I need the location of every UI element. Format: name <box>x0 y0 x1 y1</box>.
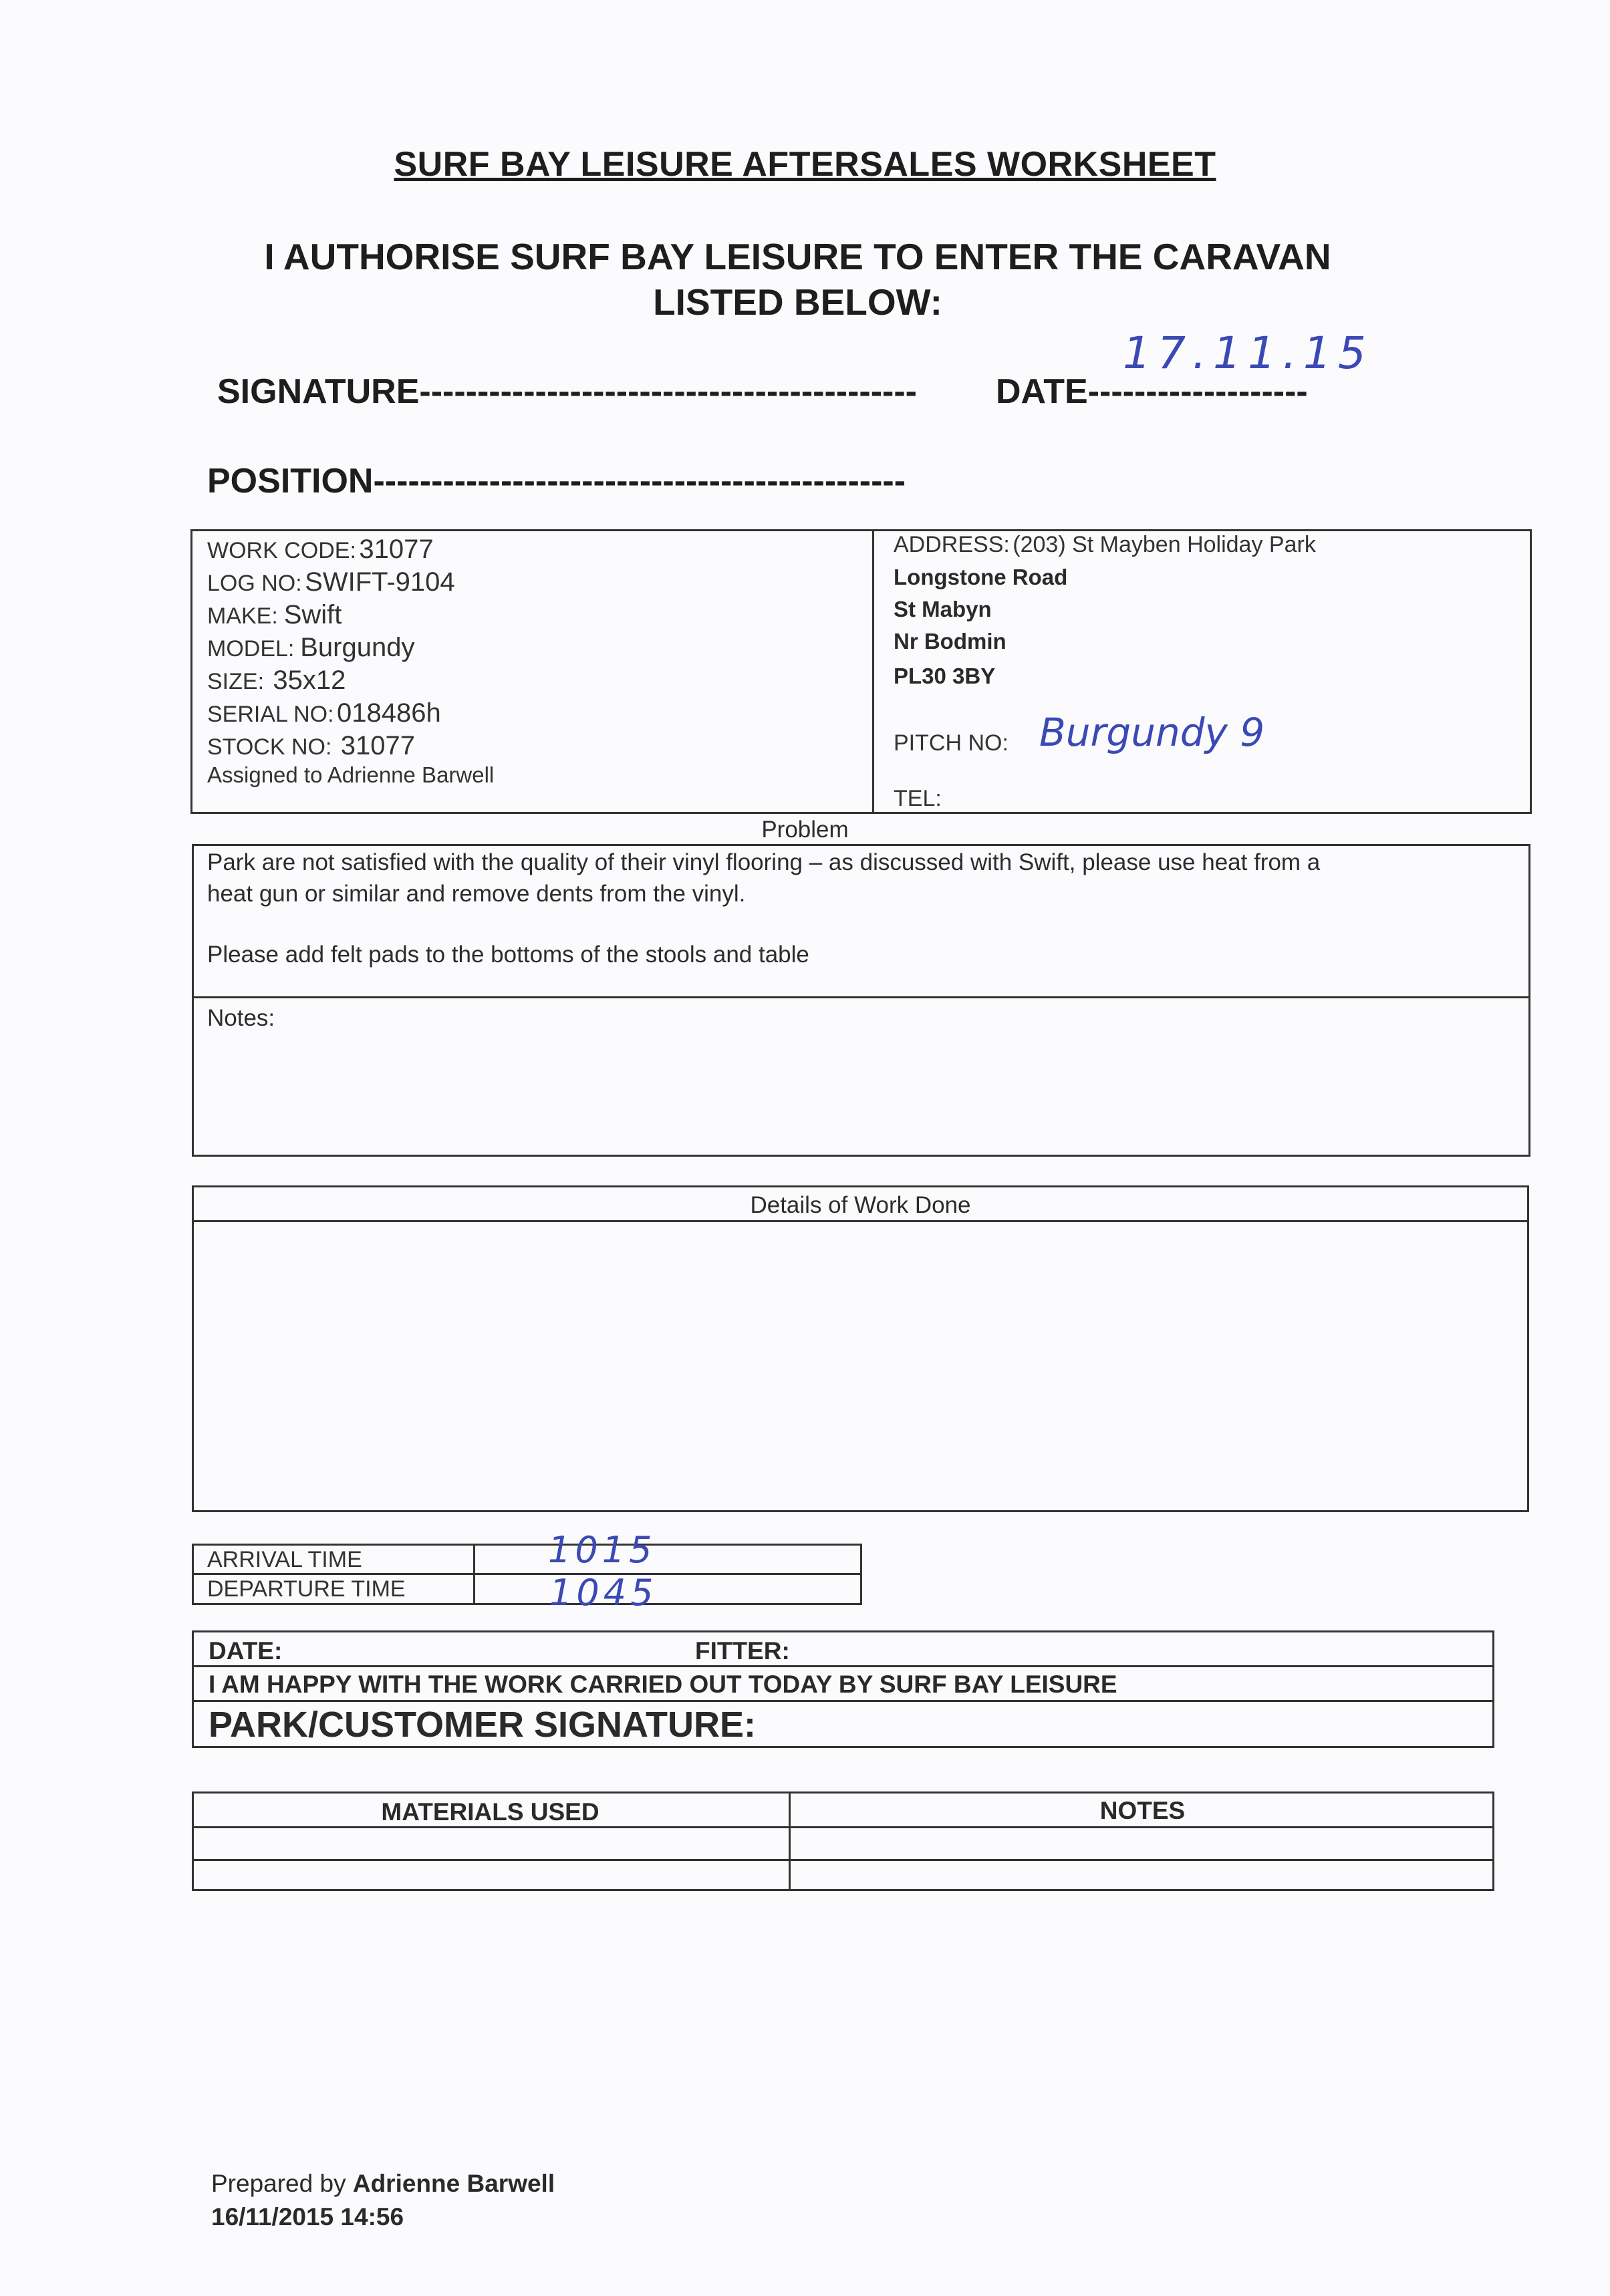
arrival-time-handwritten: 1015 <box>548 1529 656 1571</box>
problem-header: Problem <box>761 817 849 843</box>
problem-text <box>207 847 1320 970</box>
position-label: POSITION <box>207 462 374 500</box>
authorisation-line-1: I AUTHORISE SURF BAY LEISURE TO ENTER THE CARAVAN <box>264 236 1331 277</box>
date-dashes: ------------------- <box>1087 372 1308 411</box>
model-row: MODEL: Burgundy <box>207 633 415 662</box>
size-value: 35x12 <box>273 666 346 695</box>
problem-line-3: Please add felt pads to the bottoms of the stools and table <box>207 942 809 968</box>
times-col-divider <box>473 1544 475 1605</box>
materials-notes-header: NOTES <box>1099 1797 1186 1824</box>
authorisation-line-2: LISTED BELOW: <box>653 281 942 323</box>
problem-notes-divider <box>192 996 1530 998</box>
materials-row-divider-1 <box>192 1826 1494 1828</box>
happy-statement: I AM HAPPY WITH THE WORK CARRIED OUT TODAY BY SURF BAY LEISURE <box>209 1671 1117 1698</box>
departure-time-handwritten: 1045 <box>549 1572 658 1614</box>
address-details <box>894 532 1316 689</box>
customer-signature-label: PARK/CUSTOMER SIGNATURE: <box>209 1705 757 1745</box>
serial-value: 018486h <box>337 698 441 728</box>
log-no-row: LOG NO: SWIFT-9104 <box>207 567 455 597</box>
work-code-value: 31077 <box>359 535 434 564</box>
prepared-by-name: Adrienne Barwell <box>352 2170 555 2197</box>
materials-used-header: MATERIALS USED <box>381 1798 599 1826</box>
authorisation-statement <box>0 234 1610 325</box>
date-label: DATE <box>996 372 1088 411</box>
address-line-1: (203) St Mayben Holiday Park <box>1013 532 1316 557</box>
position-dashes: ---------------------------------------------- <box>373 462 906 500</box>
work-done-header: Details of Work Done <box>750 1192 971 1218</box>
address-line-3: St Mabyn <box>894 597 992 621</box>
prepared-timestamp: 16/11/2015 14:56 <box>211 2203 404 2231</box>
signature-label: SIGNATURE <box>217 372 420 411</box>
address-postcode: PL30 3BY <box>894 664 996 688</box>
prepared-by <box>211 2170 555 2198</box>
times-row-divider <box>192 1573 862 1575</box>
signoff-divider-1 <box>192 1665 1494 1667</box>
arrival-time-label: ARRIVAL TIME <box>207 1547 362 1572</box>
prepared-by-label: Prepared by <box>211 2170 346 2197</box>
model-value: Burgundy <box>300 633 415 662</box>
tel-label: TEL: <box>894 786 942 811</box>
signoff-date-label: DATE: <box>209 1637 283 1665</box>
size-row: SIZE: 35x12 <box>207 666 346 695</box>
make-row: MAKE: Swift <box>207 600 342 629</box>
caravan-details <box>207 535 494 788</box>
departure-time-label: DEPARTURE TIME <box>207 1576 406 1602</box>
assigned-to: Assigned to Adrienne Barwell <box>207 762 495 787</box>
worksheet-title: SURF BAY LEISURE AFTERSALES WORKSHEET <box>394 145 1216 184</box>
position-field[interactable] <box>207 461 906 501</box>
pitch-no-handwritten: Burgundy 9 <box>1039 710 1265 755</box>
log-no-value: SWIFT-9104 <box>305 567 455 597</box>
problem-line-2: heat gun or similar and remove dents from the vinyl. <box>207 881 746 907</box>
caravan-box-divider <box>872 529 874 814</box>
pitch-no-label: PITCH NO: <box>894 730 1009 756</box>
address-line-2: Longstone Road <box>894 565 1068 589</box>
address-line-4: Nr Bodmin <box>894 629 1007 654</box>
address-row: ADDRESS: (203) St Mayben Holiday Park <box>894 532 1316 557</box>
work-done-box <box>192 1185 1529 1512</box>
signature-field[interactable] <box>217 372 917 412</box>
stock-value: 31077 <box>340 731 415 760</box>
make-value: Swift <box>283 600 342 629</box>
fitter-label: FITTER: <box>695 1637 790 1665</box>
signoff-divider-2 <box>192 1700 1494 1702</box>
date-handwritten: 17.11.15 <box>1123 327 1373 379</box>
notes-label: Notes: <box>207 1005 275 1031</box>
work-code-row: WORK CODE: 31077 <box>207 535 434 564</box>
materials-row-divider-2 <box>192 1859 1494 1861</box>
serial-row: SERIAL NO: 018486h <box>207 698 441 728</box>
signature-dashes: ------------------------------------------- <box>419 372 917 411</box>
problem-line-1: Park are not satisfied with the quality of their vinyl flooring – as discussed with Swift, please use heat from a <box>207 849 1321 875</box>
stock-row: STOCK NO: 31077 <box>207 731 415 760</box>
